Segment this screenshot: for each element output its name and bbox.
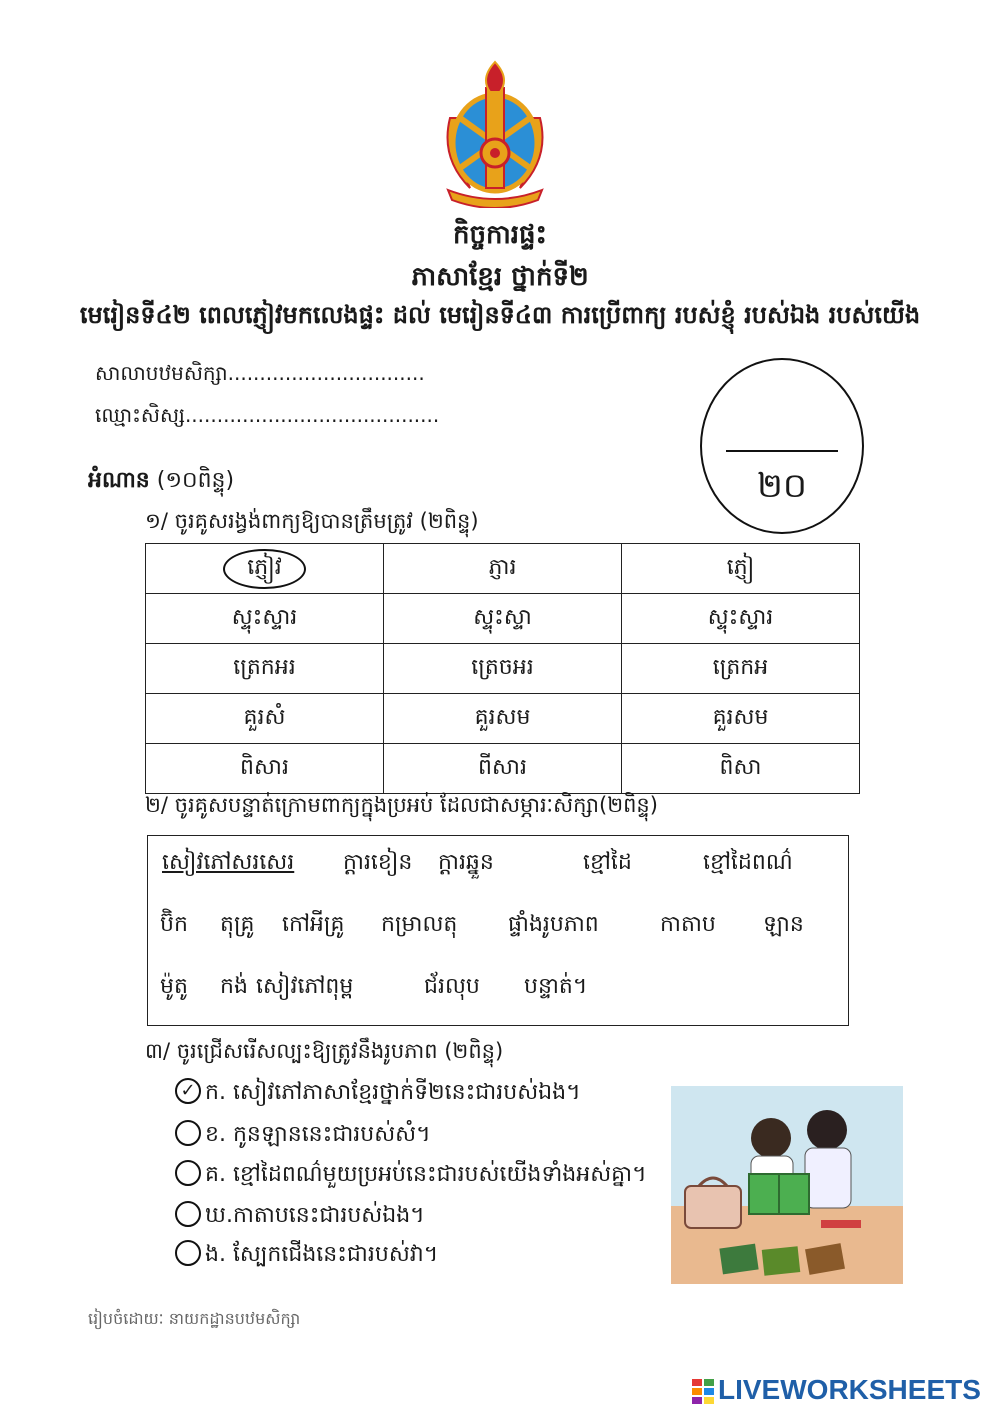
word-cell[interactable]: ភ្ញៀ xyxy=(622,544,860,594)
option-b[interactable] xyxy=(175,1120,431,1152)
word-cell[interactable]: ពិសារ xyxy=(146,744,384,794)
table-row xyxy=(146,594,860,644)
students-reading-illustration xyxy=(671,1086,903,1284)
question-2-word-box xyxy=(147,835,849,1026)
option-label: ក. សៀវភៅភាសាខ្មែរថ្នាក់ទី២នេះជារបស់ឯង។ xyxy=(205,1080,581,1105)
page-title: កិច្ចការផ្ទះ xyxy=(453,220,547,250)
table-row xyxy=(146,694,860,744)
table-row xyxy=(146,644,860,694)
word-cell[interactable]: ភ្ញារ xyxy=(384,544,622,594)
word-item[interactable]: ក្តារខៀន xyxy=(343,850,413,875)
word-cell[interactable]: ស្ទុះស្ទារ xyxy=(622,594,860,644)
word-item[interactable]: សៀវភៅពុម្ព xyxy=(256,974,354,999)
word-item[interactable]: កាតាប xyxy=(660,912,716,937)
word-item[interactable]: សៀវភៅសរសេរ xyxy=(162,850,295,875)
option-e[interactable] xyxy=(175,1240,438,1272)
word-item[interactable]: ប៊ិក xyxy=(160,912,188,937)
word-item[interactable]: តុគ្រូ xyxy=(220,912,255,937)
word-item[interactable]: ជ័រលុប xyxy=(424,974,480,999)
option-label: ខ. កូនឡាននេះជារបស់សំ។ xyxy=(205,1122,431,1147)
word-cell[interactable]: ត្រេកអ xyxy=(622,644,860,694)
word-cell[interactable]: ត្រេកអរ xyxy=(146,644,384,694)
word-cell[interactable]: ត្រេចអរ xyxy=(384,644,622,694)
word-item[interactable]: ម៉ូតូ xyxy=(160,974,188,999)
circled-answer: ភ្ញៀវ xyxy=(223,549,305,589)
option-label: គ. ខ្មៅដៃពណ៌មួយប្រអប់នេះជារបស់យើងទាំងអស់គ្នា។ xyxy=(205,1162,647,1187)
option-radio[interactable] xyxy=(175,1160,201,1186)
subject-title: ភាសាខ្មែរ ថ្នាក់ទី២ xyxy=(411,262,589,292)
student-name-field[interactable]: ឈ្មោះសិស្ស........................................ xyxy=(95,403,440,427)
score-total: ២០ xyxy=(757,466,807,506)
section-points: (១០ពិន្ទុ) xyxy=(156,468,235,493)
word-cell[interactable]: គួរសម xyxy=(622,694,860,744)
question-1-prompt: ១/ ចូរគូសរង្វង់ពាក្យឱ្យបានត្រឹមត្រូវ (២ពិន្ទុ) xyxy=(145,509,479,533)
brand-name: LIVEWORKSHEETS xyxy=(718,1374,981,1405)
word-item[interactable]: កៅអីគ្រូ xyxy=(282,912,345,937)
word-cell[interactable]: គួរសំ xyxy=(146,694,384,744)
option-radio[interactable] xyxy=(175,1201,201,1227)
school-field[interactable]: សាលាបឋមសិក្សា............................... xyxy=(95,361,425,385)
word-cell[interactable]: គួរសម xyxy=(384,694,622,744)
word-item[interactable]: ក្តារឆ្នួន xyxy=(438,850,494,875)
option-radio-checked[interactable]: ✓ xyxy=(175,1078,201,1104)
word-cell[interactable]: ពិសា xyxy=(622,744,860,794)
word-item[interactable]: ខ្មៅដៃ xyxy=(583,850,632,875)
option-a[interactable] xyxy=(175,1078,581,1110)
option-label: ឃ.កាតាបនេះជារបស់ឯង។ xyxy=(205,1203,425,1228)
section-name: អំណាន xyxy=(88,468,150,493)
question-2-prompt: ២/ ចូរគូសបន្ទាត់ក្រោមពាក្យក្នុងប្រអប់ ដែលជាសម្ភារៈសិក្សា(២ពិន្ទុ) xyxy=(145,793,658,817)
section-heading xyxy=(88,466,234,498)
table-row xyxy=(146,744,860,794)
word-item[interactable]: ខ្មៅដៃពណ៌ xyxy=(703,850,793,875)
option-radio[interactable] xyxy=(175,1240,201,1266)
option-c[interactable] xyxy=(175,1160,647,1192)
question-1-table xyxy=(145,543,860,794)
word-item[interactable]: ឡាន xyxy=(763,912,804,937)
word-item[interactable]: បន្ទាត់។ xyxy=(524,974,588,999)
liveworksheets-logo[interactable] xyxy=(692,1374,981,1406)
score-circle xyxy=(700,358,864,534)
word-cell[interactable]: ស្ទុះស្ទារ xyxy=(146,594,384,644)
word-cell[interactable]: ពីសារ xyxy=(384,744,622,794)
question-3-prompt: ៣/ ចូរជ្រើសរើសល្បះឱ្យត្រូវនឹងរូបភាព (២ពិន្ទុ) xyxy=(145,1039,504,1063)
word-item[interactable]: កង់ xyxy=(220,974,248,999)
ministry-emblem xyxy=(430,58,560,208)
score-blank[interactable] xyxy=(726,450,838,452)
option-radio[interactable] xyxy=(175,1120,201,1146)
lesson-title: មេរៀនទី៤២ ពេលភ្ញៀវមកលេងផ្ទះ ដល់ មេរៀនទី៤៣ ការប្រើពាក្យ របស់ខ្ញុំ របស់ឯង របស់យើង xyxy=(79,301,921,329)
option-d[interactable] xyxy=(175,1201,425,1233)
word-cell[interactable] xyxy=(146,544,384,594)
liveworksheets-icon xyxy=(692,1379,714,1405)
prepared-by-note: រៀបចំដោយៈ នាយកដ្ឋានបឋមសិក្សា xyxy=(88,1309,301,1328)
word-item[interactable]: ផ្ទាំងរូបភាព xyxy=(508,912,599,937)
word-item[interactable]: កម្រាលតុ xyxy=(381,912,458,937)
table-row xyxy=(146,544,860,594)
option-label: ង. ស្បែកជើងនេះជារបស់វា។ xyxy=(205,1242,439,1267)
word-cell[interactable]: ស្ទុះស្ទា xyxy=(384,594,622,644)
